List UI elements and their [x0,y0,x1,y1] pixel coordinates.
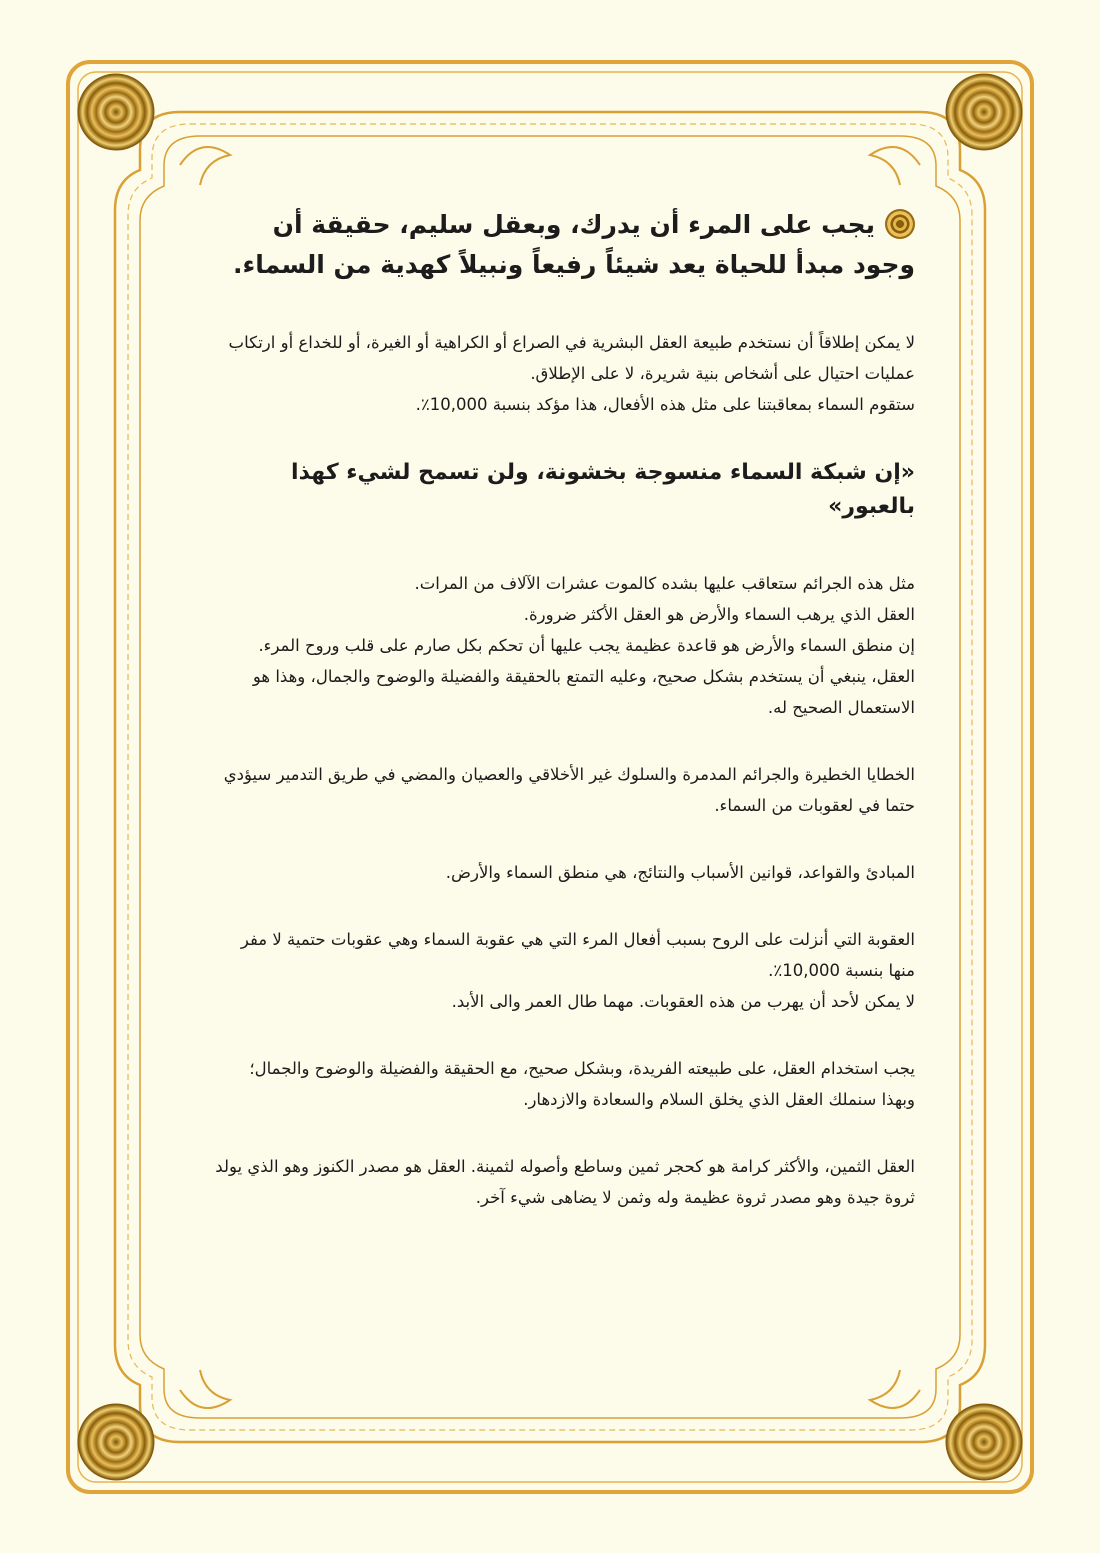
paragraph-crimes [215,568,915,723]
headline [215,205,915,285]
paragraph-line: العقل الذي يرهب السماء والأرض هو العقل الأكثر ضرورة. [523,605,915,624]
paragraph-sins [215,759,915,821]
paragraph-line: العقل الثمين، والأكثر كرامة هو كحجر ثمين وساطع وأصوله لثمينة. العقل هو مصدر الكنوز وهو الذي يولد ثروة جيدة وهو مصدر ثروة عظيمة وله وثمن لا يضاهى شيء آخر. [215,1157,915,1207]
document-body [215,205,915,1249]
paragraph-line: إن منطق السماء والأرض هو قاعدة عظيمة يجب عليها أن تحكم بكل صارم على قلب وروح المرء. [258,636,915,655]
paragraph-line: العقوبة التي أنزلت على الروح بسبب أفعال المرء التي هي عقوبة السماء وهي عقوبات حتمية لا مفر منها بنسبة 10,000٪. [240,930,915,980]
paragraph-principles [215,857,915,888]
paragraph-line: لا يمكن لأحد أن يهرب من هذه العقوبات. مهما طال العمر والى الأبد. [451,992,915,1011]
paragraph-line: ستقوم السماء بمعاقبتنا على مثل هذه الأفعال، هذا مؤكد بنسبة 10,000٪. [415,395,915,414]
paragraph-intro [215,327,915,420]
paragraph-line: العقل، ينبغي أن يستخدم بشكل صحيح، وعليه التمتع بالحقيقة والفضيلة والوضوح والجمال، وهذا هو الاستعمال الصحيح له. [252,667,915,717]
gold-bullet-icon [885,209,915,239]
paragraph-precious-mind [215,1151,915,1213]
paragraph-line: لا يمكن إطلاقاً أن نستخدم طبيعة العقل البشرية في الصراع أو الكراهية أو الغيرة، أو للخداع أو ارتكاب عمليات احتيال على أشخاص بنية شريرة، لا على الإطلاق. [228,333,915,383]
paragraph-line: الخطايا الخطيرة والجرائم المدمرة والسلوك غير الأخلاقي والعصيان والمضي في طريق التدمير سيؤدي حتما في لعقوبات من السماء. [223,765,915,815]
paragraph-use-of-mind [215,1053,915,1115]
paragraph-line: يجب استخدام العقل، على طبيعته الفريدة، وبشكل صحيح، مع الحقيقة والفضيلة والوضوح والجمال؛ وبهذا سنملك العقل الذي يخلق السلام والسعادة والازدهار. [249,1059,915,1109]
paragraph-punishment [215,924,915,1017]
headline-text: يجب على المرء أن يدرك، وبعقل سليم، حقيقة أن وجود مبدأ للحياة يعد شيئاً رفيعاً ونبيلاً كهدية من السماء. [233,210,915,279]
paragraph-line: مثل هذه الجرائم ستعاقب عليها بشده كالموت عشرات الآلاف من المرات. [414,574,915,593]
paragraph-line: المبادئ والقواعد، قوانين الأسباب والنتائج، هي منطق السماء والأرض. [445,863,915,882]
quote-heading: «إن شبكة السماء منسوجة بخشونة، ولن تسمح لشيء كهذا بالعبور» [291,460,915,519]
